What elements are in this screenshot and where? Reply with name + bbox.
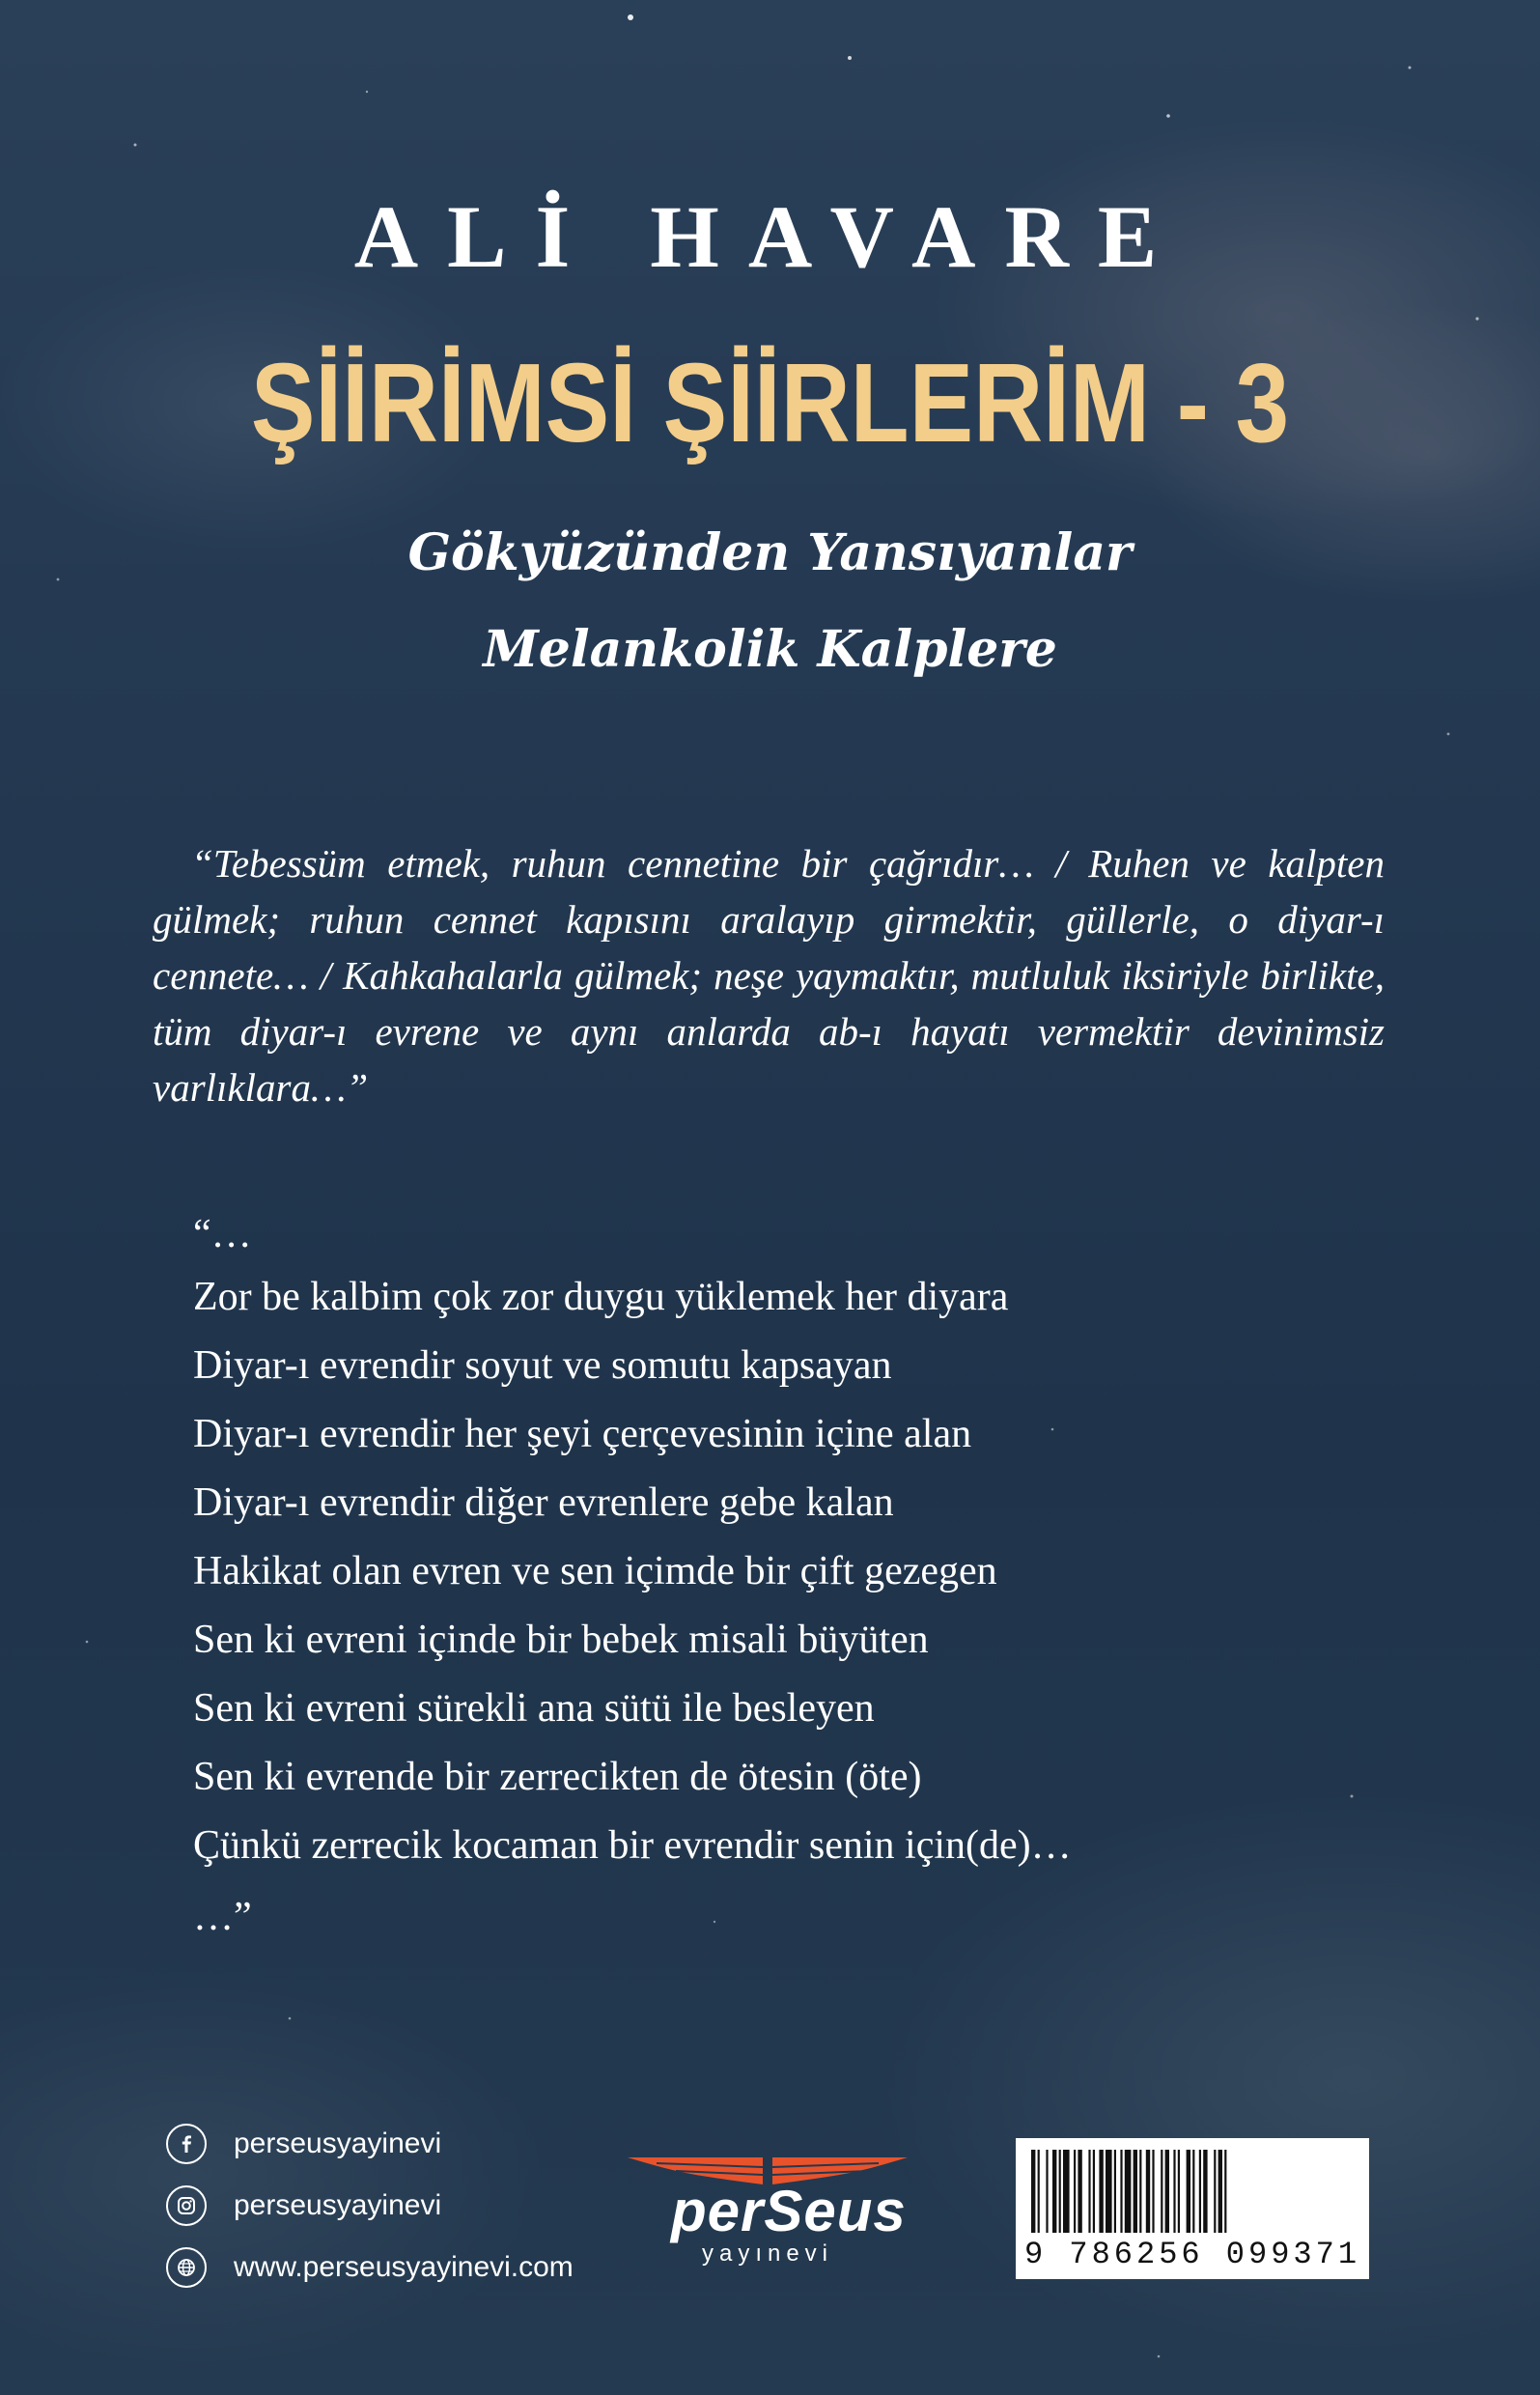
barcode-bar [1187, 2150, 1190, 2233]
poem-line: Diyar-ı evrendir soyut ve somutu kapsayan [193, 1343, 892, 1388]
barcode-bar [1059, 2150, 1061, 2233]
facebook-handle: perseusyayinevi [234, 2127, 442, 2159]
publisher-subtitle: yayınevi [701, 2240, 834, 2267]
instagram-handle: perseusyayinevi [234, 2189, 442, 2221]
barcode-bar [1134, 2150, 1137, 2233]
poem-line: Sen ki evrende bir zerrecikten de ötesin (öte) [193, 1755, 922, 1799]
barcode-bar [1074, 2150, 1076, 2233]
barcode-bar [1078, 2150, 1081, 2233]
barcode-bar [1031, 2150, 1035, 2233]
publisher-logo [618, 2152, 917, 2268]
poem-line: Diyar-ı evrendir her şeyi çerçevesinin içine alan [193, 1412, 972, 1456]
poem-close-quote: …” [193, 1895, 252, 1939]
barcode-bar [1214, 2150, 1216, 2233]
barcode-bar [1093, 2150, 1095, 2233]
facebook-icon [166, 2124, 207, 2164]
poem-excerpt [193, 1205, 1072, 1946]
poem-line: Zor be kalbim çok zor duygu yüklemek her diyara [193, 1275, 1009, 1319]
poem-line: Sen ki evreni sürekli ana sütü ile besleyen [193, 1686, 875, 1731]
publisher-contacts [166, 2113, 574, 2298]
instagram-icon [166, 2185, 207, 2226]
barcode-bar [1178, 2150, 1180, 2233]
barcode-bar [1099, 2150, 1103, 2233]
barcode-bar [1173, 2150, 1175, 2233]
barcode-bar [1088, 2150, 1090, 2233]
barcode-bar [1125, 2150, 1132, 2233]
barcode-bar [1106, 2150, 1112, 2233]
instagram-contact[interactable] [166, 2175, 574, 2237]
globe-icon [166, 2247, 207, 2288]
barcode-bar [1114, 2150, 1116, 2233]
barcode-bar [1192, 2150, 1194, 2233]
poem-line: Hakikat olan evren ve sen içimde bir çift gezegen [193, 1549, 997, 1593]
barcode-bar [1139, 2150, 1141, 2233]
barcode-bars [1027, 2150, 1358, 2235]
website-contact[interactable] [166, 2237, 574, 2298]
website-url: www.perseusyayinevi.com [234, 2251, 574, 2283]
facebook-contact[interactable] [166, 2113, 574, 2175]
subtitle-line-1: Gökyüzünden Yansıyanlar [407, 523, 1133, 582]
isbn-number: 9 786256 099371 [1023, 2237, 1361, 2272]
poem-open-quote: “… [193, 1212, 252, 1256]
barcode-bar [1224, 2150, 1226, 2233]
publisher-name: perSeus [671, 2179, 907, 2243]
poem-line: Diyar-ı evrendir diğer evrenlere gebe kalan [193, 1480, 894, 1525]
barcode-bar [1218, 2150, 1222, 2233]
isbn-barcode [1016, 2138, 1369, 2279]
barcode-bar [1038, 2150, 1040, 2233]
barcode-bar [1120, 2150, 1122, 2233]
barcode-bar [1152, 2150, 1154, 2233]
subtitle-line-2: Melankolik Kalplere [483, 620, 1057, 679]
barcode-bar [1146, 2150, 1150, 2233]
poem-line: Sen ki evreni içinde bir bebek misali büyüten [193, 1618, 929, 1662]
barcode-bar [1165, 2150, 1169, 2233]
barcode-bar [1203, 2150, 1207, 2233]
barcode-bar [1052, 2150, 1056, 2233]
poem-line: Çünkü zerrecik kocaman bir evrendir senin için(de)… [193, 1823, 1072, 1868]
barcode-bar [1063, 2150, 1070, 2233]
barcode-bar [1046, 2150, 1048, 2233]
author-name: ALİ HAVARE [353, 187, 1187, 286]
barcode-bar [1161, 2150, 1162, 2233]
barcode-bar [1199, 2150, 1201, 2233]
book-title: ŞİİRİMSİ ŞİİRLERİM - 3 [250, 340, 1290, 465]
blurb-quote: “Tebessüm etmek, ruhun cennetine bir çağrıdır… / Ruhen ve kalpten gülmek; ruhun cennet kapısını aralayıp girmektir, güllerle, o diyar-ı cennete… / Kahkahalarla gülmek; neşe yaymaktır, mutluluk iksiriyle birlikte, tüm diyar-ı evrene ve aynı anlarda ab-ı hayatı vermektir devinimsiz varlıklara…” [153, 841, 1385, 1110]
